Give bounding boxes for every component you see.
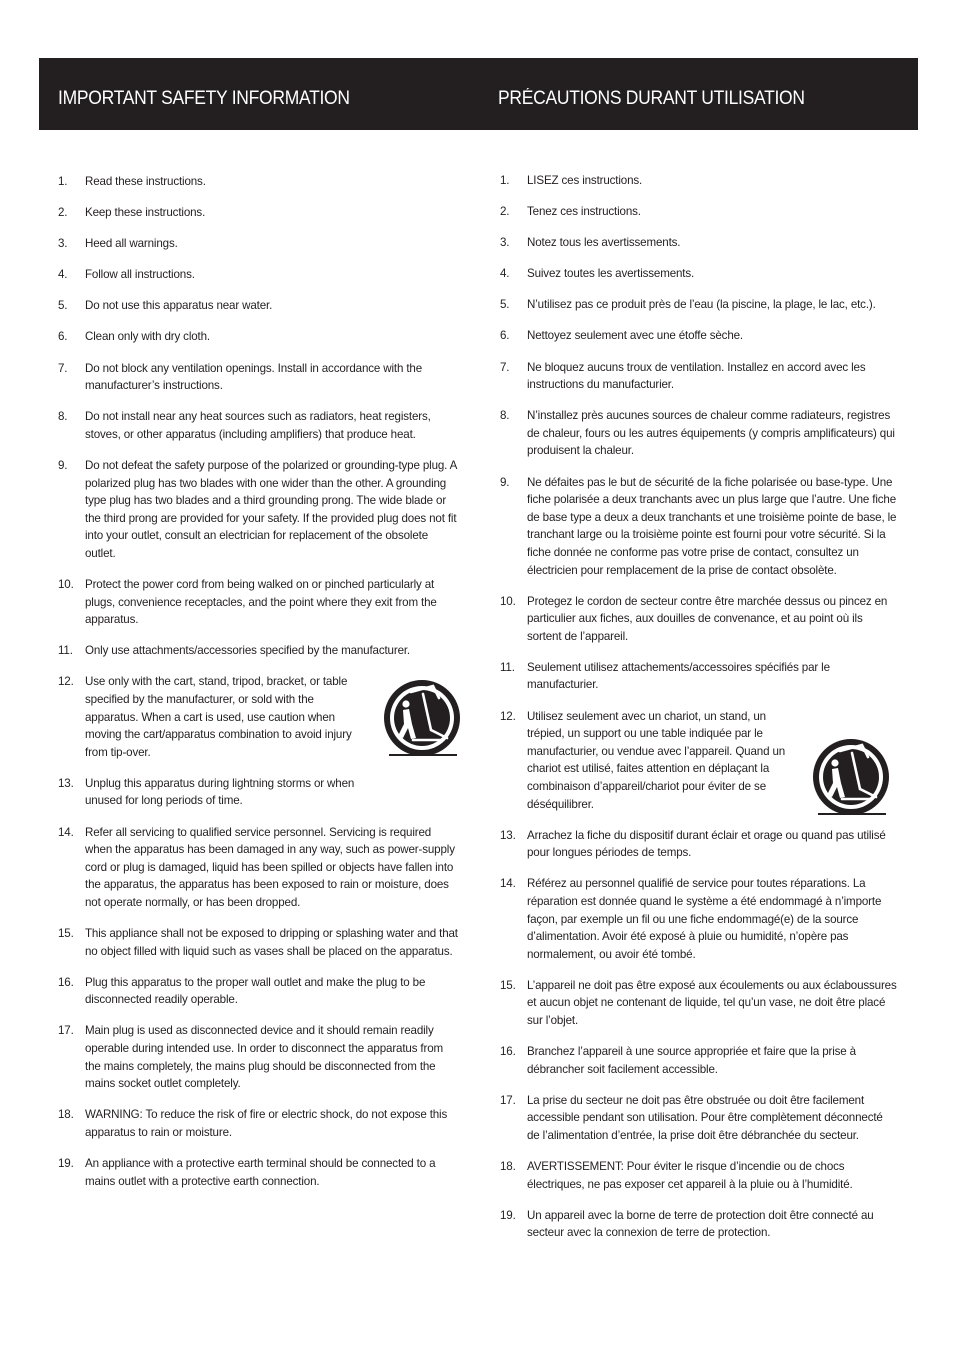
item-number: 19. (58, 1156, 74, 1170)
list-item (58, 328, 458, 346)
item-text: Clean only with dry cloth. (85, 330, 210, 344)
item-text: Do not install near any heat sources such as radiators, heat registers, stoves, or other apparatus (including amplifiers) that produce heat. (85, 410, 431, 441)
item-number: 16. (500, 1045, 516, 1059)
list-item (58, 925, 458, 960)
list-item (500, 265, 898, 283)
header-bar (39, 58, 918, 130)
item-text: AVERTISSEMENT: Pour éviter le risque d’incendie ou de chocs électriques, ne pas exposer cet appareil à la pluie ou à l’humidité. (527, 1160, 853, 1191)
item-text: LISEZ ces instructions. (527, 174, 643, 187)
list-item (500, 234, 898, 252)
list-item (500, 1092, 898, 1145)
item-text: Plug this apparatus to the proper wall outlet and make the plug to be disconnected readily operable. (85, 975, 426, 1007)
item-number: 7. (500, 360, 510, 374)
item-text: Un appareil avec la borne de terre de protection doit être connecté au secteur avec la connexion de terre de protection. (527, 1208, 874, 1240)
list-item (58, 1155, 458, 1190)
list-item (58, 824, 458, 912)
list-item (58, 457, 458, 563)
item-text: Do not defeat the safety purpose of the polarized or grounding-type plug. A polarized plug has two blades with one wider than the other. A grounding type plug has two blades and a third grounding prong. The wide blade or the third prong are provided for your safety. If the provided plug does not fit into your outlet, consult an electrician for replacement of the obsolete outlet. (85, 458, 457, 560)
item-text: WARNING: To reduce the risk of fire or electric shock, do not expose this apparatus to rain or moisture. (85, 1108, 448, 1139)
item-number: 13. (58, 776, 74, 790)
list-item (58, 408, 458, 443)
item-number: 18. (500, 1160, 516, 1174)
list-item (58, 642, 458, 660)
item-number: 9. (500, 475, 510, 489)
item-number: 12. (58, 675, 74, 689)
item-text: Nettoyez seulement avec une étoffe sèche. (527, 329, 743, 343)
list-item (500, 359, 898, 394)
item-number: 5. (500, 298, 510, 312)
list-item (500, 407, 898, 460)
item-number: 17. (58, 1024, 74, 1038)
item-number: 15. (58, 927, 74, 940)
list-item (500, 203, 898, 221)
title-english: IMPORTANT SAFETY INFORMATION (58, 88, 350, 109)
item-number: 7. (58, 361, 68, 375)
list-item (58, 775, 458, 810)
item-text: Protegez le cordon de secteur contre être marchée dessus ou pincez en particulier aux fiches, aux douilles de convenance, et au point où ils sortent de l’appareil. (527, 594, 888, 643)
list-item (500, 327, 898, 345)
item-number: 15. (500, 978, 516, 992)
list-item (58, 173, 458, 191)
list-item (500, 827, 898, 862)
item-text: Keep these instructions. (85, 206, 206, 220)
item-number: 8. (58, 410, 68, 424)
list-item (58, 576, 458, 629)
item-text: Seulement utilisez attachements/accessoires spécifiés par le manufacturier. (527, 660, 830, 692)
list-item (500, 474, 898, 580)
item-number: 2. (58, 206, 68, 220)
list-item (500, 1043, 898, 1078)
list-item (58, 1106, 458, 1141)
item-text: L’appareil ne doit pas être exposé aux écoulements ou aux éclaboussures et aucun objet ne contenant de liquide, tel qu’un vase, ne doit être placé sur l’objet. (527, 978, 897, 1027)
item-number: 16. (58, 975, 74, 989)
item-text: Follow all instructions. (85, 268, 195, 282)
item-number: 11. (500, 660, 515, 674)
item-text: Heed all warnings. (85, 237, 178, 251)
list-item (500, 1158, 898, 1193)
item-text: This appliance shall not be exposed to dripping or splashing water and that no object filled with liquid such as vases shall be placed on the apparatus. (85, 927, 458, 958)
item-text: Arrachez la fiche du dispositif durant éclair et orage ou quand pas utilisé pour longues périodes de temps. (527, 828, 886, 860)
list-item (58, 235, 458, 253)
item-text: Branchez l’appareil à une source appropriée et faire que la prise à débrancher soit facilement accessible. (527, 1045, 856, 1076)
list-item (58, 204, 458, 222)
item-number: 10. (58, 578, 74, 591)
item-number: 14. (500, 877, 516, 891)
item-text: Ne défaites pas le but de sécurité de la fiche polarisée ou base-type. Une fiche polarisée a deux tranchants avec un plus large que l’autre. Une fiche de base type a deux a deux tranchants et une troisième pointe de base, le tranchant large ou la troisième pointe est fourni pour votre sécurité. Si la fiche donnée ne conforme pas votre prise de contact, consultez un électricien pour remplacement de la prise de contact obsolète. (527, 475, 897, 577)
item-text: Utilisez seulement avec un chariot, un stand, un trépied, un support ou une table indiquée par le manufacturier, ou vendue avec l’appareil. Quand un chariot est utilisé, faites attention en déplaçant la combinaison d’appareil/chariot pour éviter de se déséquilibrer. (527, 709, 786, 811)
item-number: 6. (500, 329, 510, 343)
item-text: Tenez ces instructions. (527, 205, 641, 219)
item-number: 4. (58, 268, 68, 282)
item-text: Unplug this apparatus during lightning storms or when unused for long periods of time. (85, 776, 355, 808)
item-number: 19. (500, 1208, 516, 1222)
list-item (58, 974, 458, 1009)
list-item (500, 977, 898, 1030)
item-number: 4. (500, 267, 510, 281)
list-item (500, 1207, 898, 1242)
cart-tip-over-warning-icon (381, 676, 463, 758)
item-text: Protect the power cord from being walked on or pinched particularly at plugs, convenience receptacles, and the point where they exit from the apparatus. (85, 578, 437, 627)
item-text: Ne bloquez aucuns troux de ventilation. Installez en accord avec les instructions du manufacturier. (527, 360, 866, 392)
item-number: 11. (58, 644, 73, 658)
list-item (500, 593, 898, 646)
item-text: Read these instructions. (85, 175, 206, 188)
item-number: 17. (500, 1093, 516, 1107)
item-number: 12. (500, 709, 516, 723)
item-text: Refer all servicing to qualified service personnel. Servicing is required when the apparatus has been damaged in any way, such as power-supply cord or plug is damaged, liquid has been spilled or objects have fallen into the apparatus, the apparatus has been exposed to rain or moisture, does not operate normally, or has been dropped. (85, 825, 455, 909)
item-number: 5. (58, 299, 68, 313)
item-text: Suivez toutes les avertissements. (527, 267, 695, 281)
item-number: 3. (500, 236, 510, 250)
title-french: PRÉCAUTIONS DURANT UTILISATION (498, 88, 805, 109)
item-text: An appliance with a protective earth terminal should be connected to a mains outlet with a protective earth connection. (85, 1156, 436, 1188)
item-text: La prise du secteur ne doit pas être obstruée ou doit être facilement accessible pendant son utilisation. Pour être complètement déconnecté de l’alimentation d’entrée, la prise doit être débranchée du secteur. (527, 1093, 883, 1142)
list-item (58, 360, 458, 395)
item-number: 3. (58, 237, 68, 251)
item-number: 18. (58, 1108, 74, 1122)
item-text: Do not use this apparatus near water. (85, 299, 273, 313)
item-text: Référez au personnel qualifié de service pour toutes réparations. La réparation est donnée quand le système a été endommagé à n’importe façon, par exemple un fil ou une fiche endommagé(e) de la source d’alimentation. Avoir été exposé à pluie ou humidité, n’opère pas normalement, ou avoir été tombé. (527, 877, 882, 961)
item-text: Main plug is used as disconnected device and it should remain readily operable during intended use. In order to disconnect the apparatus from the mains completely, the mains plug should be disconnected from the mains socket outlet completely. (85, 1024, 444, 1091)
item-number: 1. (500, 174, 510, 187)
item-text: Do not block any ventilation openings. Install in accordance with the manufacturer’s instructions. (85, 361, 423, 393)
item-number: 9. (58, 458, 68, 472)
item-number: 2. (500, 205, 510, 219)
item-text: Only use attachments/accessories specified by the manufacturer. (85, 644, 411, 658)
item-number: 13. (500, 828, 516, 842)
item-text: Use only with the cart, stand, tripod, bracket, or table specified by the manufacturer, or sold with the apparatus. When a cart is used, use caution when moving the cart/apparatus combination to avoid injury from tip-over. (85, 675, 352, 759)
item-number: 1. (58, 175, 68, 188)
list-item (58, 297, 458, 315)
item-text: N’installez près aucunes sources de chaleur comme radiateurs, registres de chaleur, fours ou les autres équipements (y compris amplificateurs) qui produisent la chaleur. (527, 409, 895, 458)
list-item (58, 266, 458, 284)
item-number: 14. (58, 825, 74, 839)
item-number: 6. (58, 330, 68, 344)
list-item (500, 875, 898, 963)
item-text: Notez tous les avertissements. (527, 236, 681, 250)
item-text: N’utilisez pas ce produit près de l’eau (la piscine, la plage, le lac, etc.). (527, 298, 876, 312)
list-item (58, 1022, 458, 1092)
item-number: 10. (500, 594, 516, 608)
list-item (500, 659, 898, 694)
list-item (500, 172, 898, 190)
item-number: 8. (500, 409, 510, 423)
list-item (500, 296, 898, 314)
french-instructions-list (500, 172, 898, 1255)
cart-tip-over-warning-icon (810, 735, 892, 817)
